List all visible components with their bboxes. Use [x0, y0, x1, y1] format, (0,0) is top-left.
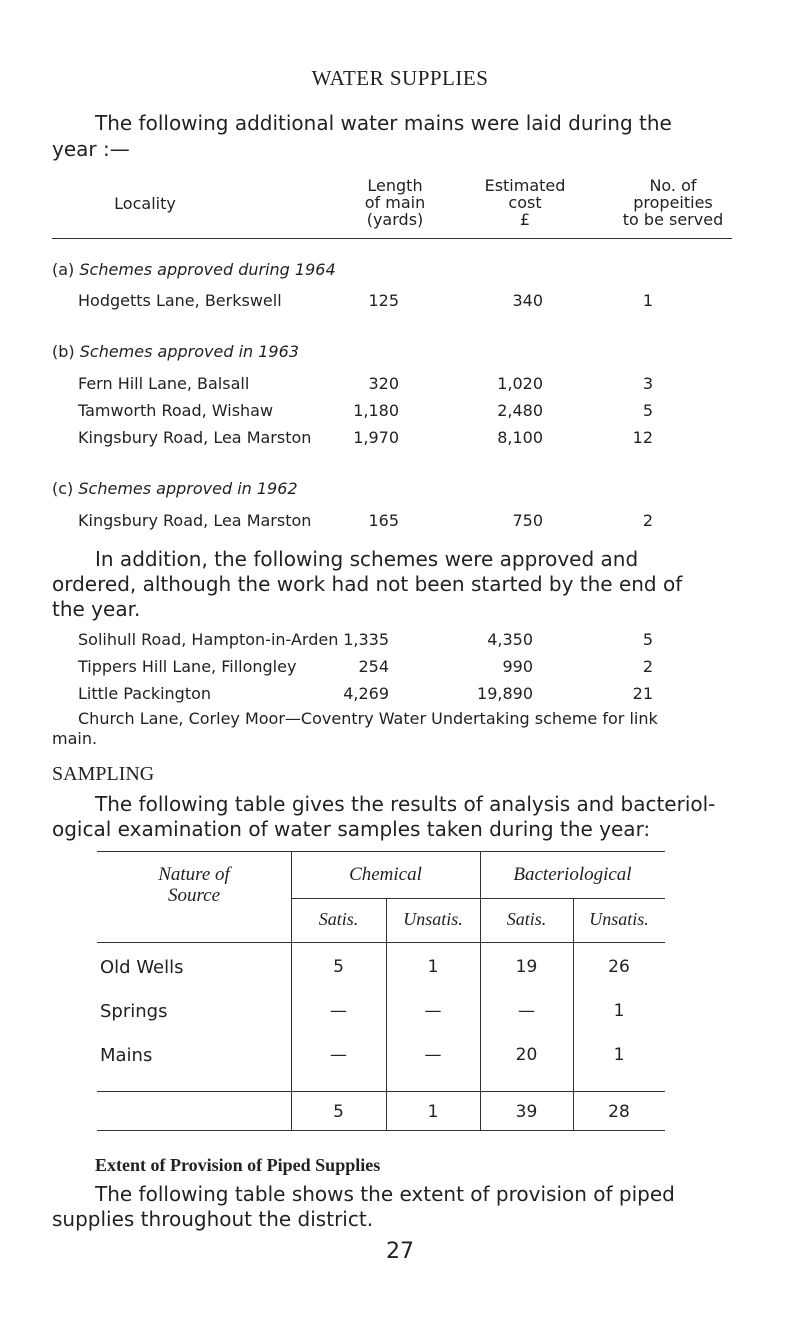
bact-satis-cell: 19: [515, 957, 538, 977]
sampling-divider: [480, 851, 481, 1130]
extent-line-1: The following table shows the extent of provision of piped: [95, 1182, 675, 1206]
cost-cell: 1,020: [497, 374, 543, 393]
header-bacteriological: Bacteriological: [513, 864, 632, 885]
length-cell: 165: [368, 511, 399, 530]
header-locality: Locality: [114, 194, 176, 213]
source-cell: Mains: [100, 1045, 153, 1066]
properties-cell: 5: [642, 401, 653, 420]
header-cost: Estimated cost £: [484, 176, 566, 229]
sampling-line-1: The following table gives the results of analysis and bacteriol-: [95, 792, 716, 816]
properties-cell: 1: [642, 291, 653, 310]
header-nature-of-source: Nature of Source: [158, 864, 230, 906]
sampling-divider: [291, 851, 292, 1130]
properties-cell: 2: [642, 511, 653, 530]
header-properties: No. of propeities to be served: [622, 176, 724, 229]
cost-cell: 990: [502, 657, 533, 676]
total-bact-satis: 39: [515, 1102, 538, 1122]
bact-unsatis-cell: 1: [613, 1001, 625, 1021]
source-cell: Old Wells: [100, 957, 184, 978]
addition-line-1: In addition, the following schemes were approved and: [95, 547, 639, 571]
length-cell: 1,970: [353, 428, 399, 447]
length-cell: 4,269: [343, 684, 389, 703]
page-title: WATER SUPPLIES: [311, 66, 489, 90]
total-bact-unsatis: 28: [608, 1102, 630, 1122]
source-cell: Springs: [100, 1001, 168, 1022]
bact-unsatis-cell: 26: [608, 957, 630, 977]
properties-cell: 5: [642, 630, 653, 649]
header-bact-unsatis: Unsatis.: [589, 909, 649, 929]
table-row: Tamworth Road, Wishaw: [78, 401, 274, 420]
cost-cell: 8,100: [497, 428, 543, 447]
sampling-heading: SAMPLING: [52, 763, 155, 785]
properties-cell: 3: [642, 374, 653, 393]
properties-cell: 21: [632, 684, 653, 703]
intro-line-2: year :—: [52, 137, 130, 161]
chem-satis-cell: —: [330, 1001, 347, 1021]
sampling-bottom-rule: [97, 1130, 665, 1131]
bact-satis-cell: —: [518, 1001, 535, 1021]
church-lane-line-1: Church Lane, Corley Moor—Coventry Water Undertaking scheme for link: [78, 709, 658, 728]
cost-cell: 4,350: [487, 630, 533, 649]
chem-satis-cell: —: [330, 1045, 347, 1065]
list-item: Tippers Hill Lane, Fillongley: [78, 657, 297, 676]
table-row: Hodgetts Lane, Berkswell: [78, 291, 282, 310]
bact-unsatis-cell: 1: [613, 1045, 625, 1065]
table-row: Fern Hill Lane, Balsall: [78, 374, 250, 393]
header-chem-satis: Satis.: [318, 909, 359, 929]
cost-cell: 2,480: [497, 401, 543, 420]
cost-cell: 19,890: [477, 684, 533, 703]
sampling-line-2: ogical examination of water samples taken during the year:: [52, 817, 651, 841]
length-cell: 254: [358, 657, 389, 676]
chem-unsatis-cell: —: [424, 1045, 442, 1065]
extent-heading: Extent of Provision of Piped Supplies: [95, 1155, 381, 1175]
extent-line-2: supplies throughout the district.: [52, 1207, 374, 1231]
total-chem-satis: 5: [333, 1102, 344, 1122]
length-cell: 1,335: [343, 630, 389, 649]
table-row: Kingsbury Road, Lea Marston: [78, 428, 312, 447]
group-c-heading: (c) Schemes approved in 1962: [52, 479, 298, 498]
addition-line-3: the year.: [52, 597, 141, 621]
list-item: Little Packington: [78, 684, 212, 703]
header-chem-unsatis: Unsatis.: [403, 909, 463, 929]
length-cell: 125: [368, 291, 399, 310]
header-chemical: Chemical: [349, 864, 422, 885]
group-a-heading: (a) Schemes approved during 1964: [52, 260, 336, 279]
length-cell: 320: [368, 374, 399, 393]
cost-cell: 340: [512, 291, 543, 310]
sampling-subheader-rule: [291, 898, 665, 899]
properties-cell: 12: [632, 428, 653, 447]
page-number: 27: [386, 1239, 414, 1264]
chem-satis-cell: 5: [333, 957, 344, 977]
group-b-heading: (b) Schemes approved in 1963: [52, 342, 299, 361]
header-length: Length of main (yards): [364, 176, 426, 229]
bact-satis-cell: 20: [515, 1045, 538, 1065]
table-row: Kingsbury Road, Lea Marston: [78, 511, 312, 530]
cost-cell: 750: [512, 511, 543, 530]
addition-line-2: ordered, although the work had not been started by the end of: [52, 572, 683, 596]
header-bact-satis: Satis.: [506, 909, 547, 929]
list-item: Solihull Road, Hampton-in-Arden: [78, 630, 339, 649]
sampling-top-rule: [97, 851, 665, 852]
properties-cell: 2: [642, 657, 653, 676]
sampling-header-rule: [97, 942, 665, 943]
intro-line-1: The following additional water mains were laid during the: [95, 111, 672, 135]
chem-unsatis-cell: 1: [427, 957, 439, 977]
church-lane-line-2: main.: [52, 729, 98, 748]
total-chem-unsatis: 1: [427, 1102, 439, 1122]
header-rule: [52, 238, 732, 239]
length-cell: 1,180: [353, 401, 399, 420]
chem-unsatis-cell: —: [424, 1001, 442, 1021]
sampling-totals-rule: [97, 1091, 665, 1092]
